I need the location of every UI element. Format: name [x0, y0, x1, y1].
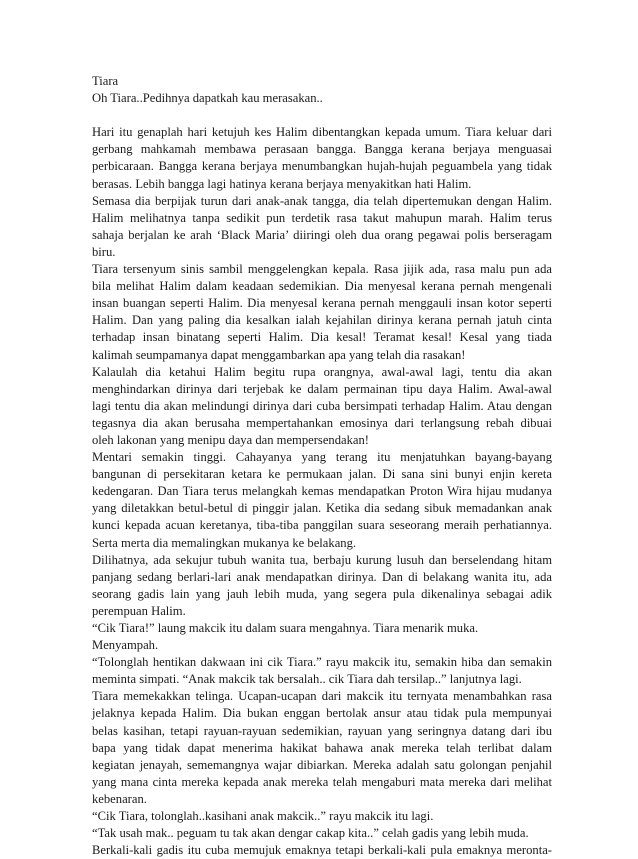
- text-line: “Cik Tiara, tolonglah..kasihani anak makcik..” rayu makcik itu lagi.: [92, 809, 434, 824]
- text-line: Semasa dia berpijak turun dari anak-anak tangga, dia telah dipertemukan dengan Halim.: [92, 193, 552, 208]
- text-line: jelaknya kepada Halim. Dia bukan enggan bertolak ansur atau tidak pula mempunyai: [92, 706, 552, 721]
- body-text: [92, 124, 552, 859]
- text-line: berasas. Lebih bangga lagi hatinya kerana berjaya menyakitkan hati Halim.: [92, 176, 472, 191]
- text-line: panjang sedang berlari-lari anak mendapatkan dirinya. Dan di belakang wanita itu, ada: [92, 569, 552, 584]
- text-line: oleh lakonan yang menipu daya dan mempersendakan!: [92, 432, 369, 447]
- text-line: perbicaraan. Bangga kerana berjaya menumbangkan hujah-hujah peguambela yang tidak: [92, 159, 552, 174]
- text-line: bapa yang tidak dapat menerima hakikat bahawa anak mereka telah terlibat dalam: [92, 740, 552, 755]
- text-line: yang diletakkan betul-betul di pinggir jalan. Ketika dia sedang sibuk memadankan anak: [92, 501, 552, 516]
- text-line: “Tolonglah hentikan dakwaan ini cik Tiara.” rayu makcik itu, semakin hiba dan semakin: [92, 655, 552, 670]
- text-line: Tiara tersenyum sinis sambil menggelengkan kepala. Rasa jijik ada, rasa malu pun ada: [92, 262, 552, 277]
- text-line: tegasnya dia akan berusaha mempertahankan emosinya dari terlangsung rebah dibuai: [92, 415, 552, 430]
- text-line: bila melihat Halim dalam keadaan sedemikian. Dia menyesal kerana pernah mengenali: [92, 279, 552, 294]
- text-line: gerbang mahkamah membawa perasaan bangga. Bangga kerana berjaya menguasai: [92, 142, 552, 157]
- text-line: kalimah seumpamanya dapat menggambarkan apa yang telah dia rasakan!: [92, 347, 466, 362]
- text-line: “Tak usah mak.. peguam tu tak akan dengar cakap kita..” celah gadis yang lebih muda.: [92, 826, 529, 841]
- document-body: [92, 73, 552, 859]
- text-line: Serta merta dia memalingkan mukanya ke belakang.: [92, 535, 357, 550]
- text-line: Tiara memekakkan telinga. Ucapan-ucapan dari makcik itu ternyata menambahkan rasa: [92, 689, 552, 704]
- document-title: Tiara: [92, 74, 119, 88]
- text-line: lagi tentu dia akan melindungi dirinya dari cuba bersimpati terhadap Halim. Atau dengan: [92, 398, 552, 413]
- text-line: yang mana cinta mereka kepada anak mereka telah mengaburi mata mereka dari melihat: [92, 774, 552, 789]
- text-line: menghindarkan dirinya dari terjebak ke dalam permainan tipu daya Halim. Awal-awal: [92, 381, 552, 396]
- text-line: meminta simpati. “Anak makcik tak bersalah.. cik Tiara dah tersilap..” lanjutnya lagi.: [92, 672, 522, 687]
- text-line: seorang gadis lain yang jauh lebih muda, yang segera pula dikenalinya sebagai adik: [92, 586, 552, 601]
- text-line: kedengaran. Dan Tiara terus melangkah kemas mendapatkan Proton Wira hijau mudanya: [92, 484, 552, 499]
- text-line: Kalaulah dia ketahui Halim begitu rupa orangnya, awal-awal lagi, tentu dia akan: [92, 364, 552, 379]
- text-line: “Cik Tiara!” laung makcik itu dalam suara mengahnya. Tiara menarik muka.: [92, 621, 479, 635]
- text-line: Hari itu genaplah hari ketujuh kes Halim dibentangkan kepada umum. Tiara keluar dari: [92, 125, 552, 140]
- text-line: biru.: [92, 244, 116, 259]
- text-line: insan buangan seperti Halim. Dia menyesal kerana pernah menggauli insan kotor seperti: [92, 296, 552, 311]
- text-line: Halim. Dan yang paling dia kesalkan ialah kejahilan dirinya kerana pernah jatuh cinta: [92, 313, 552, 328]
- paragraph-spacer: [92, 107, 552, 124]
- text-line: sahaja berjalan ke arah ‘Black Maria’ diiringi oleh dua orang pegawai polis berseragam: [92, 227, 552, 242]
- text-line: belas kasihan, tetapi rayuan-rayuan sedemikian, rayuan yang seringnya datang dari ibu: [92, 723, 552, 738]
- text-line: kegiatan jenayah, sememangnya wajar dibiarkan. Mereka adalah satu golongan penjahil: [92, 757, 552, 772]
- text-line: terhadap insan binatang seperti Halim. Dia kesal! Teramat kesal! Kesal yang tiada: [92, 330, 552, 345]
- text-line: kebenaran.: [92, 791, 147, 806]
- text-line: Menyampah.: [92, 638, 159, 653]
- text-line: perempuan Halim.: [92, 603, 186, 618]
- text-line: Berkali-kali gadis itu cuba memujuk emaknya tetapi berkali-kali pula emaknya meronta-: [92, 843, 552, 858]
- text-line: Halim melihatnya tanpa sedikit pun terdetik rasa takut mahupun marah. Halim terus: [92, 210, 552, 225]
- text-line: Mentari semakin tinggi. Cahayanya yang terang itu menjatuhkan bayang-bayang: [92, 450, 552, 465]
- text-line: kunci kepada acuan keretanya, tiba-tiba panggilan suara seseorang meraih perhatiannya.: [92, 518, 552, 533]
- document-subtitle: Oh Tiara..Pedihnya dapatkah kau merasakan..: [92, 91, 323, 106]
- text-line: bangunan di persekitaran ketara ke permukaan jalan. Di sana sini bunyi enjin kereta: [92, 467, 552, 482]
- text-line: Dilihatnya, ada sekujur tubuh wanita tua, berbaju kurung lusuh dan berselendang hitam: [92, 552, 552, 567]
